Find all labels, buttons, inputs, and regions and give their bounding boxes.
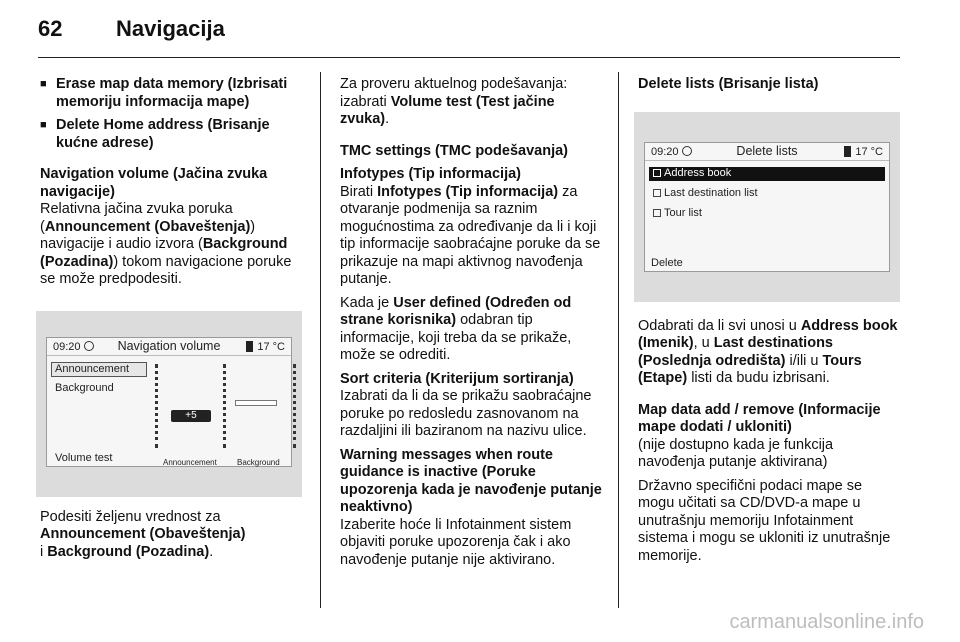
sort-criteria-text: Izabrati da li da se prikažu saobraćajne poruke po redosledu zasnovanom na razdaljini ili baziranom na nazivu ulice. — [340, 388, 592, 439]
column-divider-1 — [320, 72, 321, 608]
sort-criteria-heading: Sort criteria (Kriterijum sortiranja) — [340, 370, 574, 387]
map-data-heading: Map data add / remove (Informacije mape dodati / ukloniti) — [638, 401, 881, 435]
list-item-tour-list — [653, 207, 702, 220]
text-bold: Tours (Etape) — [638, 352, 862, 386]
text-bold: Volume test (Test jačine zvuka) — [340, 93, 555, 127]
text-run: za otvaranje podmenija sa raznim mogućnostima za određivanje da li i koji tip informacije saobraćajne poruke da se prikazuje na mapi aktivnog navođenja putanje. — [340, 183, 601, 287]
text-bold: Background (Pozadina) — [47, 543, 210, 560]
checkbox-icon — [653, 189, 661, 197]
text-bold: Infotypes (Tip informacija) — [377, 183, 559, 200]
text-run: i — [40, 543, 44, 560]
warning-messages-text: Izaberite hoće li Infotainment sistem objaviti poruke upozorenja čak i ako navođenje putanje nije aktivirano. — [340, 516, 572, 568]
column-divider-2 — [618, 72, 619, 608]
scale-dots — [293, 364, 296, 448]
text-bold: Announcement (Obaveštenja) — [44, 218, 251, 235]
warning-messages-heading: Warning messages when route guidance is inactive (Poruke upozorenja kada je navođenje putanje neaktivno) — [340, 446, 602, 515]
header-rule — [38, 57, 900, 58]
text-run: Birati — [340, 183, 374, 200]
column-1 — [40, 76, 302, 561]
list-item-label: Tour list — [664, 206, 702, 219]
status-bar — [645, 143, 889, 161]
screen-image-navigation-volume — [36, 311, 302, 497]
text-run: ) tokom navigacione poruke se može predpodesiti. — [40, 253, 292, 287]
column-3 — [638, 76, 900, 565]
text-run: Relativna jačina zvuka poruka ( — [40, 201, 233, 235]
text-run: Kada je — [340, 294, 390, 311]
list-item-last-destination — [653, 187, 758, 200]
phone-icon — [246, 341, 253, 352]
nav-volume-text — [40, 201, 302, 289]
text-run: Podesiti željenu vrednost za — [40, 508, 221, 525]
infotypes-text — [340, 184, 602, 289]
announcement-slider-knob: +5 — [171, 410, 211, 422]
status-bar — [47, 338, 291, 356]
text-bold: User defined (Određen od strane korisnika) — [340, 294, 572, 328]
checkbox-icon — [653, 209, 661, 217]
column-2 — [340, 76, 602, 569]
temp-text: 17 °C — [855, 145, 883, 158]
lcd-display — [644, 142, 890, 272]
temp-text: 17 °C — [257, 340, 285, 353]
screen-title: Delete lists — [736, 143, 798, 158]
text-run: Odabrati da li svi unosi u — [638, 317, 797, 334]
checkbox-icon — [653, 169, 661, 177]
map-data-text: Državno specifični podaci mape se mogu učitati sa CD/DVD-a mape u unutrašnju memoriju Infotainment sistema i mogu se ukloniti iz unutrašnje memorije. — [638, 477, 891, 564]
watermark: carmanualsonline.info — [729, 611, 924, 633]
text-run: ) navigacije i audio izvora ( — [40, 218, 256, 252]
page-title: Navigacija — [116, 16, 225, 41]
clock-text: 09:20 — [53, 340, 81, 353]
scale-dots — [223, 364, 226, 448]
bullet-item: ■ Delete Home address (Brisanje kućne adrese) — [40, 117, 302, 152]
slider-label-announcement: Announcement — [163, 457, 217, 467]
text-run: . — [209, 543, 214, 560]
page-number: 62 — [38, 16, 63, 41]
screen-image-delete-lists — [634, 112, 900, 302]
list-item-address-book — [649, 167, 885, 181]
text-run: i/ili u — [789, 352, 819, 369]
menu-item-background: Background — [55, 381, 114, 394]
text-bold: Announcement (Obaveštenja) — [40, 526, 246, 542]
text-run: , u — [693, 335, 710, 351]
menu-item-announcement: Announcement — [51, 362, 147, 377]
screen-title: Navigation volume — [117, 338, 221, 353]
phone-icon — [844, 146, 851, 157]
menu-item-volume-test: Volume test — [55, 451, 113, 464]
text-bold: Address book (Imenik) — [638, 317, 898, 351]
after-screen-text — [40, 509, 302, 562]
list-item-label: Last destination list — [664, 186, 758, 199]
temperature — [844, 146, 883, 159]
scale-dots — [155, 364, 158, 448]
text-run: . — [385, 111, 390, 127]
list-item-label: Address book — [664, 166, 732, 179]
lcd-display — [46, 337, 292, 467]
delete-lists-heading: Delete lists (Brisanje lista) — [638, 76, 819, 92]
text-run: Za proveru aktuelnog podešavanja: izabrati — [340, 76, 568, 110]
text-bold: Background (Pozadina) — [40, 236, 288, 270]
text-run: listi da budu izbrisani. — [691, 370, 830, 386]
text-bold: Last destinations (Poslednja odredišta) — [638, 335, 833, 369]
volume-test-intro — [340, 76, 602, 129]
clock-text: 09:20 — [651, 145, 679, 158]
map-data-note: (nije dostupno kada je funkcija navođenja putanje aktivirana) — [638, 436, 834, 470]
infotypes-heading: Infotypes (Tip informacija) — [340, 166, 522, 182]
page-header — [38, 16, 924, 52]
tmc-heading: TMC settings (TMC podešavanja) — [340, 142, 568, 159]
delete-option: Delete — [651, 256, 683, 269]
delete-lists-text — [638, 318, 900, 388]
slider-label-background: Background — [237, 457, 280, 467]
temperature — [246, 341, 285, 354]
text-run: odabran tip informacije, koji treba da se prikaže, može se odrediti. — [340, 312, 572, 363]
nav-volume-heading: Navigation volume (Jačina zvuka navigacije) — [40, 166, 268, 200]
background-slider — [235, 400, 277, 406]
bullet-item: ■ Erase map data memory (Izbrisati memoriju informacija mape) — [40, 76, 302, 111]
user-defined-text — [340, 295, 602, 365]
